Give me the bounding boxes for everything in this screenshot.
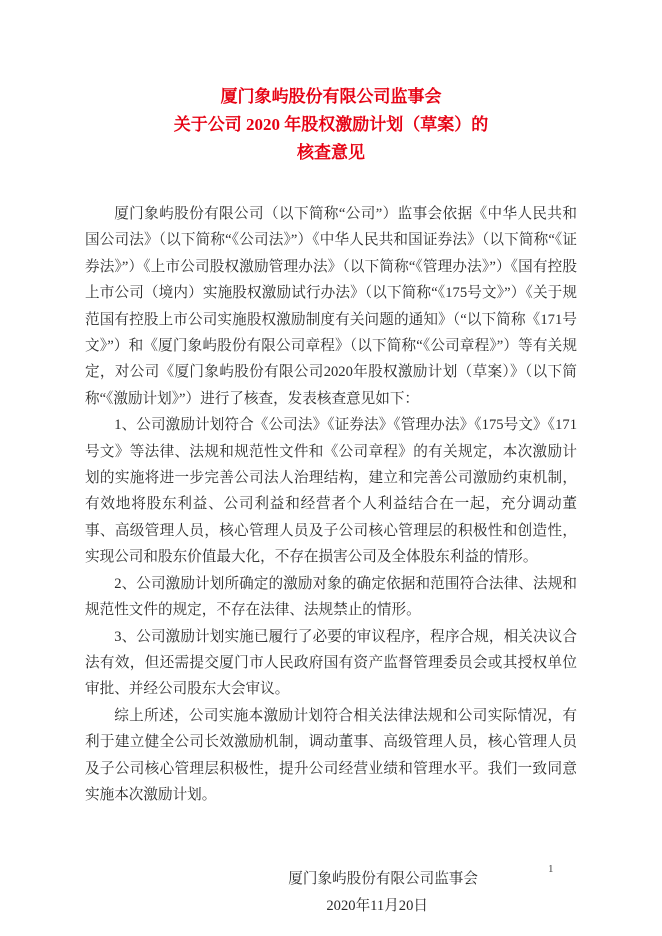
title-line-1: 厦门象屿股份有限公司监事会 <box>220 87 442 106</box>
title-line-2: 关于公司 2020 年股权激励计划（草案）的 <box>173 115 489 134</box>
document-title <box>0 0 662 167</box>
paragraph-item-3: 3、公司激励计划实施已履行了必要的审议程序，程序合规，相关决议合法有效，但还需提交厦门市人民政府国有资产监督管理委员会或其授权单位审批、并经公司股东大会审议。 <box>85 628 577 698</box>
signature-company: 厦门象屿股份有限公司监事会 <box>288 871 478 888</box>
paragraph-conclusion: 综上所述，公司实施本激励计划符合相关法律法规和公司实际情况，有利于建立健全公司长效激励机制，调动董事、高级管理人员，核心管理人员及子公司核心管理层积极性，提升公司经营业绩和管理水平。我们一致同意实施本次激励计划。 <box>85 707 577 803</box>
paragraph-intro: 厦门象屿股份有限公司（以下简称“公司”）监事会依据《中华人民共和国公司法》（以下简称“《公司法》”）《中华人民共和国证券法》（以下简称“《证券法》”）《上市公司股权激励管理办法》（以下简称“《管理办法》”）《国有控股上市公司（境内）实施股权激励试行办法》（以下简称“《175号文》”）《关于规范国有控股上市公司实施股权激励制度有关问题的通知》（“以下简称《171号文》”）和《厦门象屿股份有限公司章程》（以下简称“《公司章程》”）等有关规定，对公司《厦门象屿股份有限公司2020年股权激励计划（草案）》（以下简称“《激励计划》”）进行了核查，发表核查意见如下： <box>85 206 577 407</box>
page-number: 1 <box>548 863 554 875</box>
signature-block <box>85 866 577 919</box>
paragraph-item-1: 1、公司激励计划符合《公司法》《证券法》《管理办法》《175号文》《171号文》等法律、法规和规范性文件和《公司章程》的有关规定，本次激励计划的实施将进一步完善公司法人治理结构，建立和完善公司激励约束机制，有效地将股东利益、公司利益和经营者个人利益结合在一起，充分调动董事、高级管理人员，核心管理人员及子公司核心管理层的积极性和创造性，实现公司和股东价值最大化，不存在损害公司及全体股东利益的情形。 <box>85 417 577 566</box>
document-body <box>85 201 577 919</box>
signature-date: 2020年11月20日 <box>326 897 428 914</box>
paragraph-item-2: 2、公司激励计划所确定的激励对象的确定依据和范围符合法律、法规和规范性文件的规定，不存在法律、法规禁止的情形。 <box>85 575 577 619</box>
title-line-3: 核查意见 <box>297 143 365 162</box>
